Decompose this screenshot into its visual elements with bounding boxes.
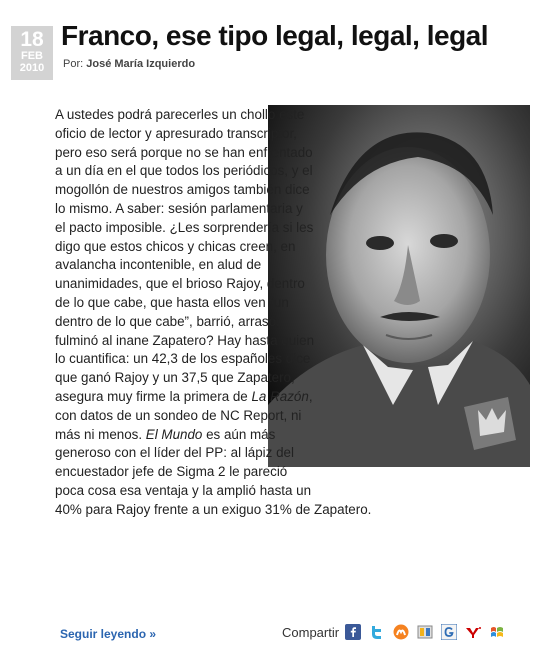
byline-prefix: Por: (63, 58, 87, 70)
post-date (11, 26, 53, 80)
body-text-1: A ustedes podrá parecerles un chollo este oficio de lector y apresurado transcriptor, pero eso será porque no se han enfrentado a un día en el que todos los periódicos, y el mogollón de nuestros amigos también dice lo mismo. A saber: sesión parlamentaria y el pacto imposible. ¿Les sorprendería si les digo que estos chicos y chicas creen, en avalancha incontenible, en alud de unanimidades, que el brioso Rajoy, dentro de lo que cabe, que hasta ellos ven “un dentro de lo que cabe”, barrió, arrasó, fulminó al inane Zapatero? Hay hasta quien lo cuantifica: un 42,3 de los españoles dice que ganó Rajoy y un 37,5 que Zapatero, asegura muy firme la primera de (55, 107, 315, 404)
read-more-link[interactable]: Seguir leyendo » (60, 627, 157, 641)
newspaper-el-mundo: El Mundo (145, 426, 203, 442)
photo-spacer (315, 106, 539, 491)
newspaper-la-razon: La Razón (251, 388, 309, 404)
date-year: 2010 (19, 62, 45, 74)
post-title[interactable]: Franco, ese tipo legal, legal, legal (61, 20, 489, 51)
facebook-icon[interactable] (345, 624, 361, 640)
twitter-icon[interactable] (369, 624, 385, 640)
meneame-icon[interactable] (393, 624, 409, 640)
bookmark-icon[interactable] (417, 624, 433, 640)
share-label: Compartir (282, 624, 340, 640)
date-day: 18 (20, 28, 44, 51)
windows-live-icon[interactable] (489, 624, 505, 640)
yahoo-icon[interactable] (465, 624, 481, 640)
date-month: FEB (21, 50, 43, 62)
byline (63, 58, 195, 70)
author-name: José María Izquierdo (86, 58, 196, 70)
article-body (55, 106, 539, 520)
body-text-2: , con datos de un sondeo de NC Report, ni más ni menos. (55, 388, 313, 442)
body-text-3: es aún más generoso con el líder del PP: al lápiz del encuestador jefe de Sigma 2 le pareció poca cosa esa ventaja y la amplió hasta un 40% para Rajoy frente a un exiguo 31% de Zapatero. (55, 426, 372, 517)
share-bar (282, 624, 513, 640)
google-icon[interactable] (441, 624, 457, 640)
